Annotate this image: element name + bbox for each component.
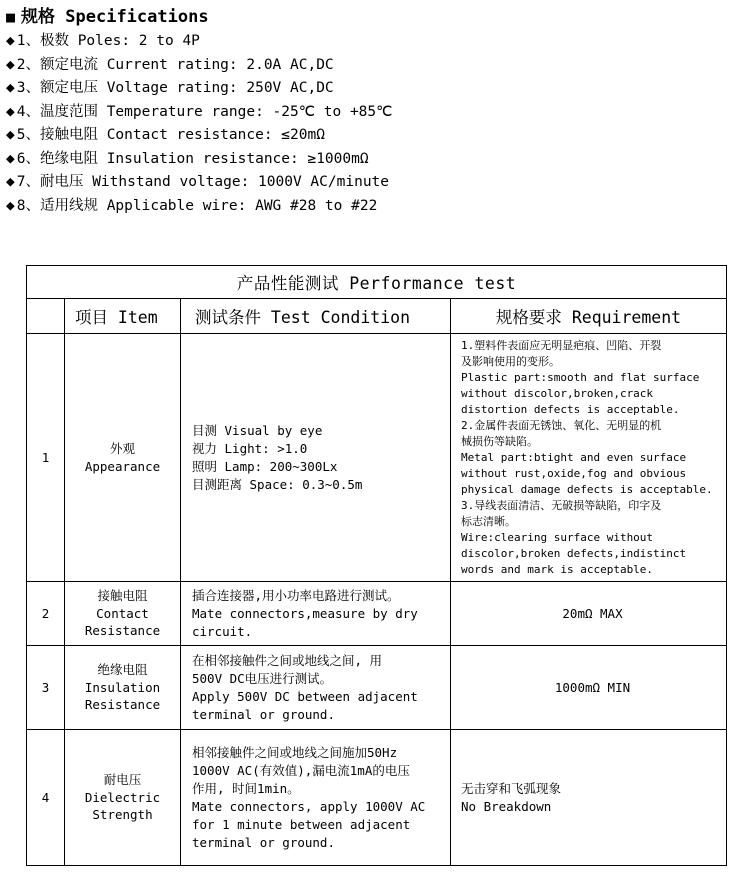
diamond-bullet-icon: ◆ — [6, 127, 15, 143]
row-item: 接触电阻 Contact Resistance — [65, 582, 181, 646]
diamond-bullet-icon: ◆ — [6, 56, 15, 73]
diamond-bullet-icon: ◆ — [6, 80, 15, 96]
table-row — [27, 334, 727, 582]
row-requirement: 1000mΩ MIN — [451, 646, 727, 730]
diamond-bullet-icon: ◆ — [6, 33, 15, 49]
table-row — [27, 730, 727, 866]
row-item: 外观 Appearance — [65, 334, 181, 582]
spec-item: ◆ 4、温度范围 Temperature range: -25℃ to +85℃ — [6, 103, 393, 120]
table-row — [27, 646, 727, 730]
header-item: 项目 Item — [65, 299, 181, 334]
row-number: 1 — [27, 334, 65, 582]
row-condition: 相邻接触件之间或地线之间施加50Hz 1000V AC(有效值),漏电流1mA的电压 作用, 时间1min。 Mate connectors, apply 1000V AC for 1 minute between adjacent terminal or ground. — [181, 730, 451, 866]
row-requirement: 无击穿和飞弧现象 No Breakdown — [451, 730, 727, 866]
row-condition: 插合连接器,用小功率电路进行测试。 Mate connectors,measure by dry circuit. — [181, 582, 451, 646]
square-bullet-icon: ■ — [6, 8, 16, 26]
diamond-bullet-icon: ◆ — [6, 150, 15, 167]
spec-item: ◆ 7、耐电压 Withstand voltage: 1000V AC/minute — [6, 174, 390, 190]
spec-item: ◆ 6、绝缘电阻 Insulation resistance: ≥1000mΩ — [6, 150, 369, 167]
row-item: 绝缘电阻 Insulation Resistance — [65, 646, 181, 730]
row-requirement: 20mΩ MAX — [451, 582, 727, 646]
spec-item: ◆ 5、接触电阻 Contact resistance: ≤20mΩ — [6, 127, 325, 143]
row-number: 4 — [27, 730, 65, 866]
row-requirement: 1.塑料件表面应无明显疤痕、凹陷、开裂 及影响使用的变形。 Plastic part:smooth and flat surface without discolor,broken,crack distortion defects is acceptable. 2.金属件表面无锈蚀、氧化、无明显的机 械损伤等缺陷。 Metal part:btight and even surface without rust,oxide,fog and obvious physical damage defects is acceptable. 3.导线表面清洁、无破损等缺陷，印字及 标志清晰。 Wire:clearing surface without discolor,broken defects,indistinct words and mark is acceptable. — [451, 334, 727, 582]
specifications-section — [6, 4, 736, 218]
table-row — [27, 582, 727, 646]
table-caption: 产品性能测试 Performance test — [27, 266, 727, 299]
header-condition: 测试条件 Test Condition — [181, 299, 451, 334]
diamond-bullet-icon: ◆ — [6, 174, 15, 190]
spec-item: ◆ 3、额定电压 Voltage rating: 250V AC,DC — [6, 80, 334, 96]
performance-test-table — [26, 265, 727, 866]
spec-item: ◆ 2、额定电流 Current rating: 2.0A AC,DC — [6, 56, 334, 73]
specifications-title: ■ 规格 Specifications — [6, 7, 209, 27]
row-item: 耐电压 Dielectric Strength — [65, 730, 181, 866]
row-condition: 目测 Visual by eye 视力 Light: >1.0 照明 Lamp: 200~300Lx 目测距离 Space: 0.3~0.5m — [181, 334, 451, 582]
header-number — [27, 299, 65, 334]
spec-item: ◆ 1、极数 Poles: 2 to 4P — [6, 33, 200, 49]
diamond-bullet-icon: ◆ — [6, 103, 15, 120]
row-condition: 在相邻接触件之间或地线之间, 用 500V DC电压进行测试。 Apply 500V DC between adjacent terminal or ground. — [181, 646, 451, 730]
header-requirement: 规格要求 Requirement — [451, 299, 727, 334]
diamond-bullet-icon: ◆ — [6, 197, 15, 214]
table-header-row — [27, 299, 727, 334]
row-number: 3 — [27, 646, 65, 730]
spec-item: ◆ 8、适用线规 Applicable wire: AWG #28 to #22 — [6, 197, 378, 214]
row-number: 2 — [27, 582, 65, 646]
